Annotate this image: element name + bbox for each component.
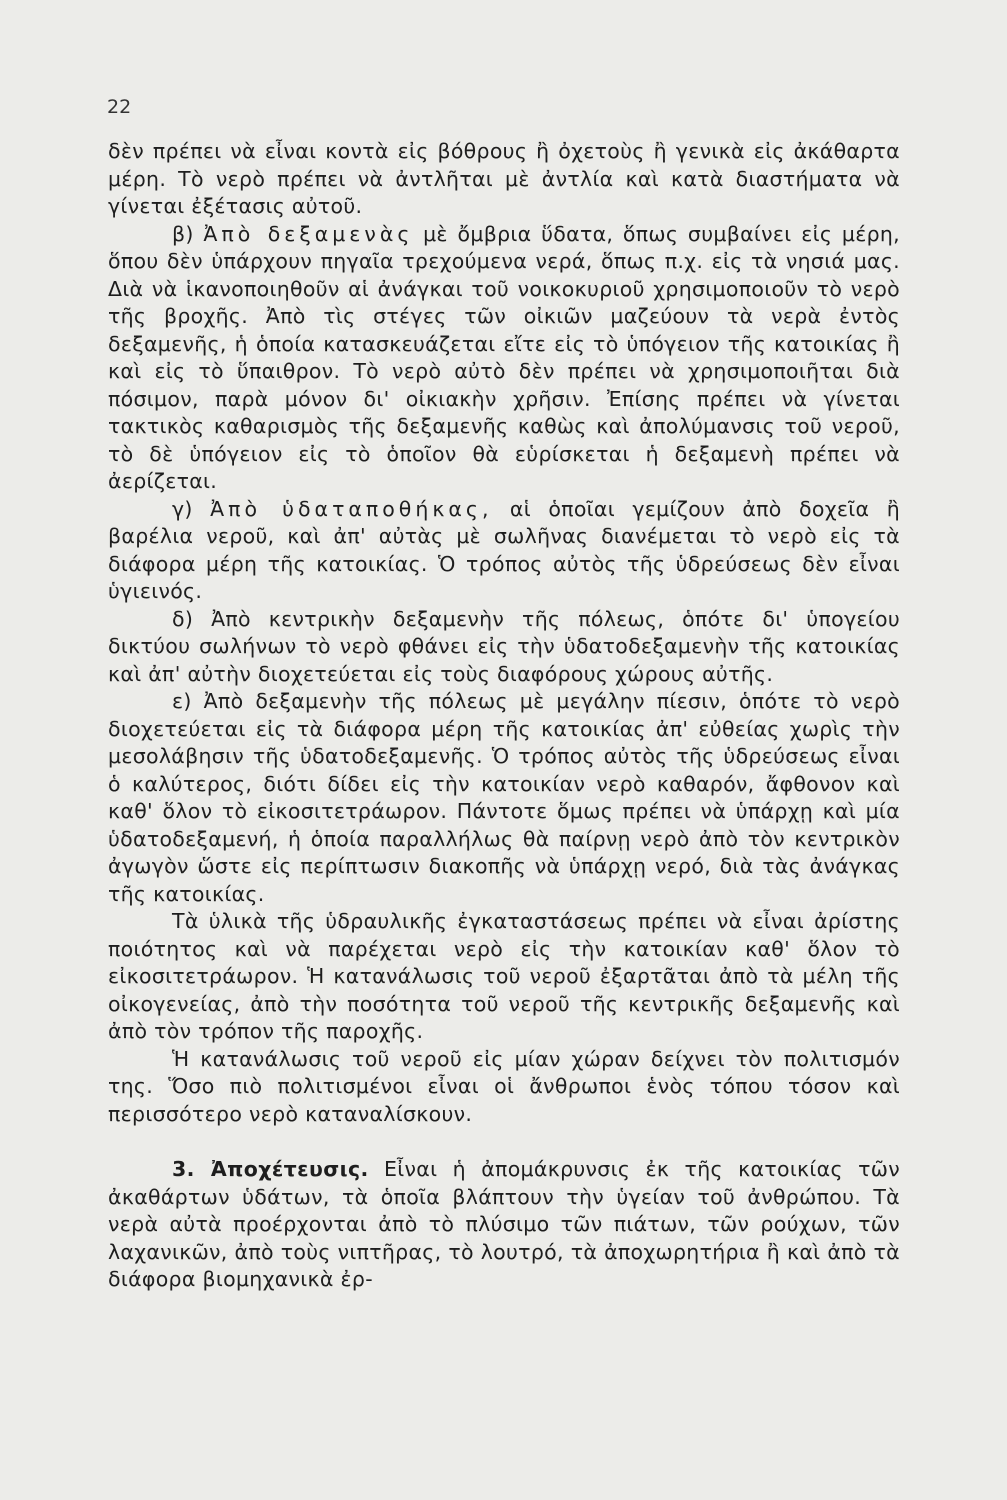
paragraph-consumption: Ἡ κατανάλωσις τοῦ νεροῦ εἰς μίαν χώραν δείχνει τὸν πολιτισμόν της. Ὅσο πιὸ πολιτισμένοι εἶναι οἱ ἄνθρωποι ἑνὸς τόπου τόσον καὶ περισσότερο νερὸ καταναλίσκουν. [108,1046,900,1126]
paragraph-item-d: δ) Ἀπὸ κεντρικὴν δεξαμενὴν τῆς πόλεως, ὁπότε δι' ὑπογείου δικτύου σωλήνων τὸ νερὸ φθάνει εἰς τὴν ὑδατοδεξαμενὴν τῆς κατοικίας καὶ ἀπ' αὐτὴν διοχετεύεται εἰς τοὺς διαφόρους χώρους αὐτῆς. [108,606,900,686]
body-text [108,138,900,1294]
spaced-term: Ἀπὸ δεξαμενὰς [203,221,414,246]
paragraph-text: μὲ ὄμβρια ὕδατα, ὅπως συμβαίνει εἰς μέρη, ὅπου δὲν ὑπάρχουν πηγαῖα τρεχούμενα νερά, ὅπως π.χ. εἰς τὰ νησιά μας. Διὰ νὰ ἱκανοποιηθοῦν αἱ ἀνάγκαι τοῦ νοικοκυριοῦ χρησιμοποιοῦν τὸ νερὸ τῆς βροχῆς. Ἀπὸ τὶς στέγες τῶν οἰκιῶν μαζεύουν τὰ νερὰ ἐντὸς δεξαμενῆς, ἡ ὁποία κατασκευάζεται εἴτε εἰς τὸ ὑπόγειον τῆς κατοικίας ἢ καὶ εἰς τὸ ὕπαιθρον. Τὸ νερὸ αὐτὸ δὲν πρέπει νὰ χρησιμοποιῆται διὰ πόσιμον, παρὰ μόνον δι' οἰκιακὴν χρῆσιν. Ἐπίσης πρέπει νὰ γίνεται τακτικὸς καθαρισμὸς τῆς δεξαμενῆς καθὼς καὶ ἀπολύμανσις τοῦ νεροῦ, τὸ δὲ ὑπόγειον εἰς τὸ ὁποῖον θὰ εὑρίσκεται ἡ δεξαμενὴ πρέπει νὰ ἀερίζεται. [108,221,900,493]
paragraph-continuation: δὲν πρέπει νὰ εἶναι κοντὰ εἰς βόθρους ἢ ὀχετοὺς ἢ γενικὰ εἰς ἀκάθαρτα μέρη. Τὸ νερὸ πρέπει νὰ ἀντλῆται μὲ ἀντλία καὶ κατὰ διαστήματα νὰ γίνεται ἐξέτασις αὐτοῦ. [108,139,900,218]
paragraph-item-c [108,496,900,606]
section-heading: 3. Ἀποχέτευσις. [172,1157,369,1181]
paragraph-item-b [108,221,900,496]
paragraph-materials: Τὰ ὑλικὰ τῆς ὑδραυλικῆς ἐγκαταστάσεως πρέπει νὰ εἶναι ἀρίστης ποιότητος καὶ νὰ παρέχεται νερὸ εἰς τὴν κατοικίαν καθ' ὅλον τὸ εἰκοσιτετράωρον. Ἡ κατανάλωσις τοῦ νεροῦ ἐξαρτᾶται ἀπὸ τὰ μέλη τῆς οἰκογενείας, ἀπὸ τὴν ποσότητα τοῦ νεροῦ τῆς κεντρικῆς δεξαμενῆς καὶ ἀπὸ τὸν τρόπον τῆς παροχῆς. [108,909,900,1043]
spaced-term: Ἀπὸ ὑδαταποθήκας, [210,496,493,521]
paragraph-text: αἱ ὁποῖαι γεμίζουν ἀπὸ δοχεῖα ἢ βαρέλια νεροῦ, καὶ ἀπ' αὐτὰς μὲ σωλῆνας διανέμεται τὸ νερὸ εἰς τὰ διάφορα μέρη τῆς κατοικίας. Ὁ τρόπος αὐτὸς τῆς ὑδρεύσεως δὲν εἶναι ὑγιεινός. [108,496,900,603]
item-label: β) [172,221,204,246]
paragraph-section-3 [108,1156,900,1294]
paragraph-item-e: ε) Ἀπὸ δεξαμενὴν τῆς πόλεως μὲ μεγάλην πίεσιν, ὁπότε τὸ νερὸ διοχετεύεται εἰς τὰ διάφορα μέρη τῆς κατοικίας ἀπ' εὐθείας χωρὶς τὴν μεσολάβησιν τῆς ὑδατοδεξαμενῆς. Ὁ τρόπος αὐτὸς τῆς ὑδρεύσεως εἶναι ὁ καλύτερος, διότι δίδει εἰς τὴν κατοικίαν νερὸ καθαρόν, ἄφθονον καὶ καθ' ὅλον τὸ εἰκοσιτετράωρον. Πάντοτε ὅμως πρέπει νὰ ὑπάρχῃ καὶ μία ὑδατοδεξαμενή, ἡ ὁποία παραλλήλως θὰ παίρνῃ νερὸ ἀπὸ τὸν κεντρικὸν ἀγωγὸν ὥστε εἰς περίπτωσιν διακοπῆς νὰ ὑπάρχῃ νερό, διὰ τὰς ἀνάγκας τῆς κατοικίας. [108,689,900,906]
page-number: 22 [107,96,132,118]
paragraph-text: Εἶναι ἡ ἀπομάκρυνσις ἐκ τῆς κατοικίας τῶν ἀκαθάρτων ὑδάτων, τὰ ὁποῖα βλάπτουν τὴν ὑγείαν τοῦ ἀνθρώπου. Τὰ νερὰ αὐτὰ προέρχονται ἀπὸ τὸ πλύσιμο τῶν πιάτων, τῶν ρούχων, τῶν λαχανικῶν, ἀπὸ τοὺς νιπτῆρας, τὸ λουτρό, τὰ ἀποχωρητήρια ἢ καὶ ἀπὸ τὰ διάφορα βιομηχανικὰ ἐρ- [108,1157,900,1291]
item-label: γ) [172,496,211,521]
section-gap [108,1128,900,1156]
